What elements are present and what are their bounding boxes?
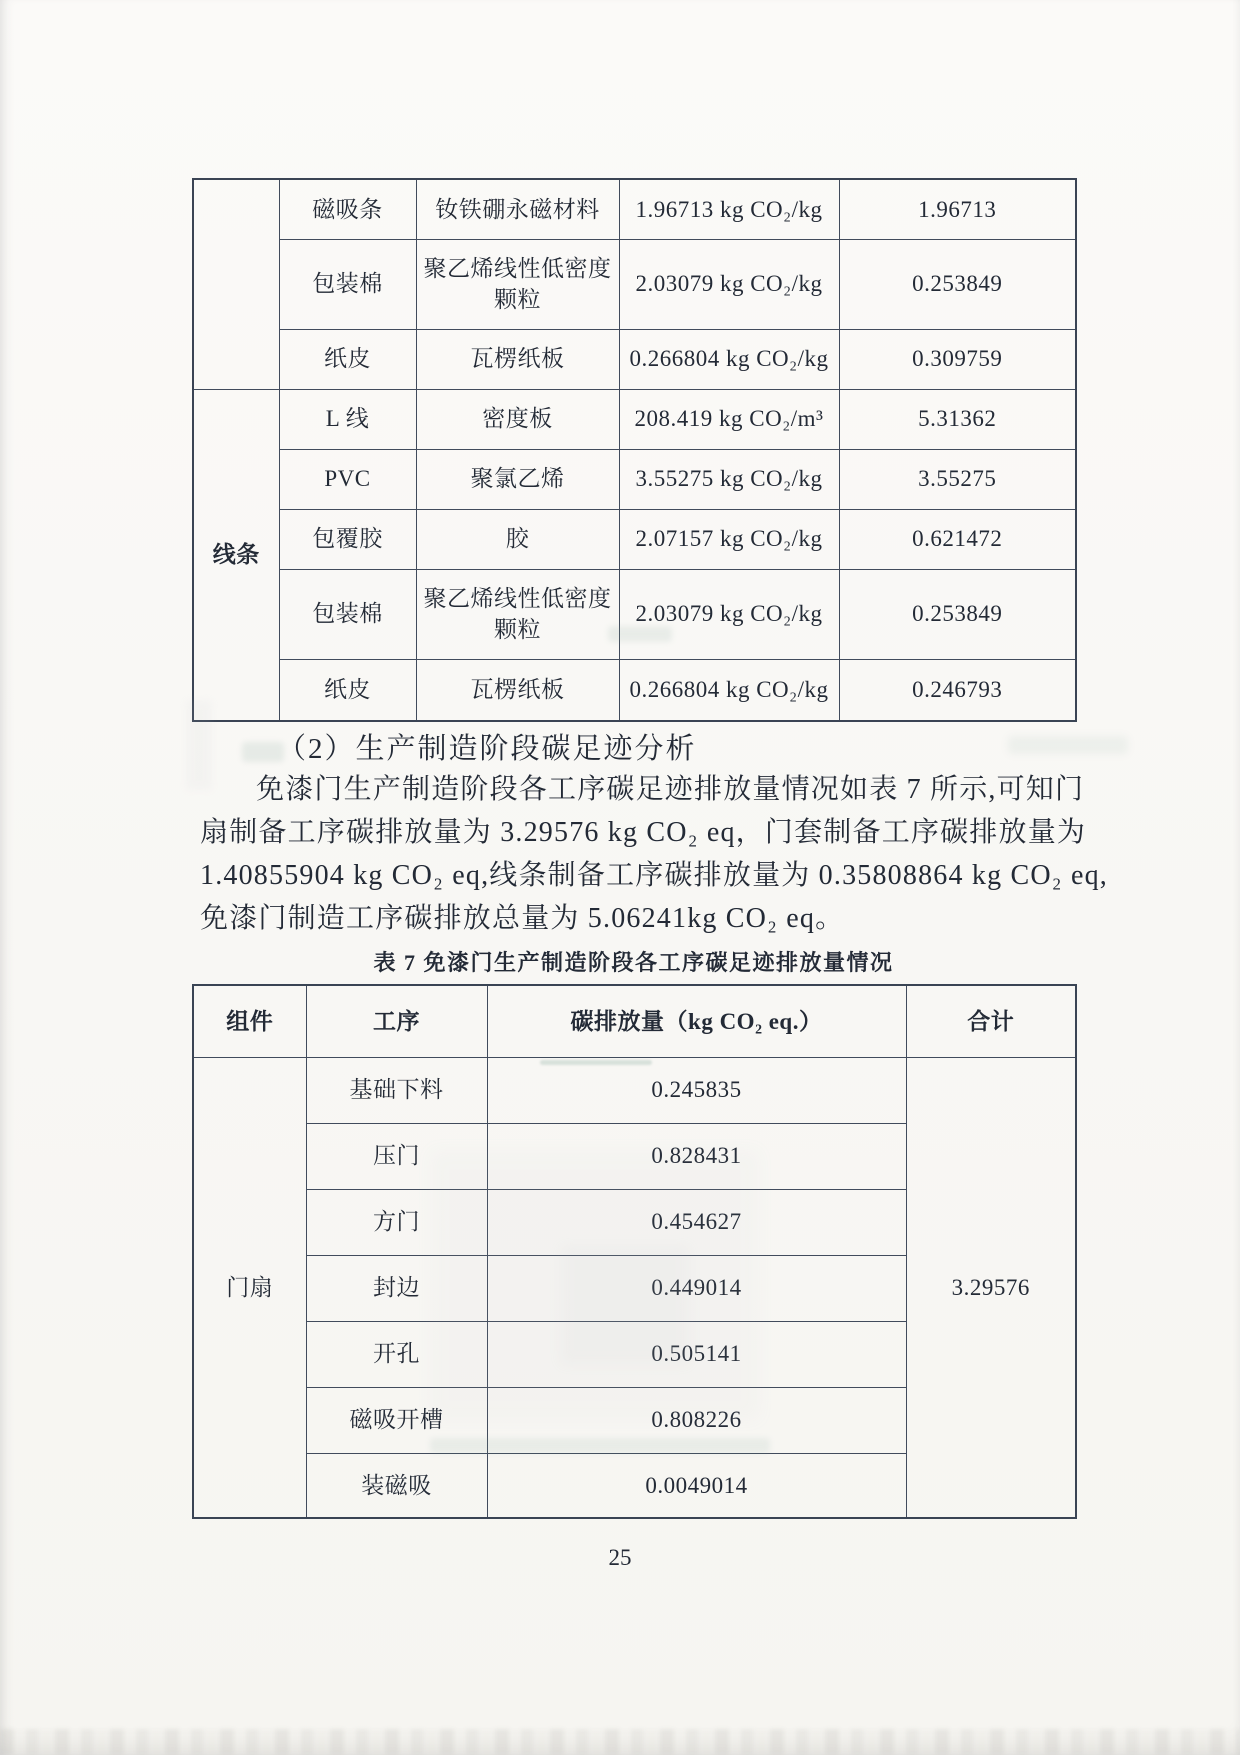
table-cell-factor: 1.96713 kg CO₂/kg — [619, 179, 839, 239]
paragraph-line: 1.40855904 kg CO₂ eq,线条制备工序碳排放量为 0.35808864 kg CO₂ eq, — [200, 860, 1108, 891]
table-cell-part: 纸皮 — [279, 329, 416, 389]
table-cell-material: 密度板 — [416, 389, 619, 449]
table-cell-value: 0.245835 — [487, 1057, 906, 1123]
table-cell-amount: 3.55275 — [839, 449, 1076, 509]
column-header-component: 组件 — [193, 985, 306, 1057]
table-cell-factor: 2.03079 kg CO₂/kg — [619, 239, 839, 329]
scan-edge-noise — [0, 1729, 1240, 1755]
table-cell-process: 封边 — [306, 1255, 487, 1321]
table-cell-amount: 0.621472 — [839, 509, 1076, 569]
table-cell-part: PVC — [279, 449, 416, 509]
table-cell-amount: 0.253849 — [839, 239, 1076, 329]
table-cell-value: 0.454627 — [487, 1189, 906, 1255]
table-cell-value: 0.449014 — [487, 1255, 906, 1321]
table-cell-factor: 2.07157 kg CO₂/kg — [619, 509, 839, 569]
table-cell-process: 压门 — [306, 1123, 487, 1189]
table-cell-factor: 3.55275 kg CO₂/kg — [619, 449, 839, 509]
process-emission-table — [192, 984, 1077, 1519]
table-cell-value: 0.505141 — [487, 1321, 906, 1387]
table-cell-material: 瓦楞纸板 — [416, 329, 619, 389]
material-emission-table — [192, 178, 1077, 722]
table-cell-group: 线条 — [193, 389, 279, 721]
table-cell-part: 磁吸条 — [279, 179, 416, 239]
table-row — [193, 239, 1076, 329]
table-cell-value: 0.0049014 — [487, 1453, 906, 1518]
table-cell-factor: 0.266804 kg CO₂/kg — [619, 329, 839, 389]
table-cell-part: 包覆胶 — [279, 509, 416, 569]
table7-caption: 表 7 免漆门生产制造阶段各工序碳足迹排放量情况 — [373, 950, 894, 975]
table-cell-value: 0.808226 — [487, 1387, 906, 1453]
table-cell-amount: 0.246793 — [839, 659, 1076, 721]
table-cell-factor: 0.266804 kg CO₂/kg — [619, 659, 839, 721]
table-cell-material: 胶 — [416, 509, 619, 569]
table-cell-part: 纸皮 — [279, 659, 416, 721]
table-row — [193, 569, 1076, 659]
table-cell-process: 开孔 — [306, 1321, 487, 1387]
table-cell-amount: 0.309759 — [839, 329, 1076, 389]
body-paragraph — [200, 768, 1108, 940]
table-cell-amount: 1.96713 — [839, 179, 1076, 239]
table-cell-value: 0.828431 — [487, 1123, 906, 1189]
table-cell-part: 包装棉 — [279, 239, 416, 329]
bleed-through-artifact — [1008, 736, 1128, 754]
table-cell-component: 门扇 — [193, 1057, 306, 1518]
table-cell-amount: 5.31362 — [839, 389, 1076, 449]
table-row — [193, 449, 1076, 509]
table-cell-process: 基础下料 — [306, 1057, 487, 1123]
paragraph-line: 免漆门制造工序碳排放总量为 5.06241kg CO₂ eq。 — [200, 903, 845, 934]
table-header-row — [193, 985, 1076, 1057]
table-cell-factor: 2.03079 kg CO₂/kg — [619, 569, 839, 659]
table-cell-material: 聚乙烯线性低密度颗粒 — [416, 569, 619, 659]
table-cell-amount: 0.253849 — [839, 569, 1076, 659]
table-cell-process: 方门 — [306, 1189, 487, 1255]
table-cell-part: 包装棉 — [279, 569, 416, 659]
column-header-process: 工序 — [306, 985, 487, 1057]
column-header-total: 合计 — [906, 985, 1076, 1057]
table-row — [193, 329, 1076, 389]
paragraph-line: 扇制备工序碳排放量为 3.29576 kg CO₂ eq，门套制备工序碳排放量为 — [200, 817, 1087, 848]
column-header-emission: 碳排放量（kg CO₂ eq.） — [487, 985, 906, 1057]
table-row — [193, 659, 1076, 721]
table-cell-group — [193, 179, 279, 389]
table-row — [193, 389, 1076, 449]
table-cell-material: 瓦楞纸板 — [416, 659, 619, 721]
table-cell-factor: 208.419 kg CO₂/m³ — [619, 389, 839, 449]
table-cell-process: 装磁吸 — [306, 1453, 487, 1518]
table-row — [193, 509, 1076, 569]
table-cell-material: 钕铁硼永磁材料 — [416, 179, 619, 239]
table-cell-part: L 线 — [279, 389, 416, 449]
table-row — [193, 1057, 1076, 1123]
table-cell-material: 聚氯乙烯 — [416, 449, 619, 509]
paragraph-line: 免漆门生产制造阶段各工序碳足迹排放量情况如表 7 所示,可知门 — [256, 774, 1085, 805]
table-cell-total: 3.29576 — [906, 1057, 1076, 1518]
table-row — [193, 179, 1076, 239]
page-number: 25 — [608, 1545, 632, 1570]
section-heading: （2）生产制造阶段碳足迹分析 — [277, 733, 697, 765]
table-cell-material: 聚乙烯线性低密度颗粒 — [416, 239, 619, 329]
table-cell-process: 磁吸开槽 — [306, 1387, 487, 1453]
